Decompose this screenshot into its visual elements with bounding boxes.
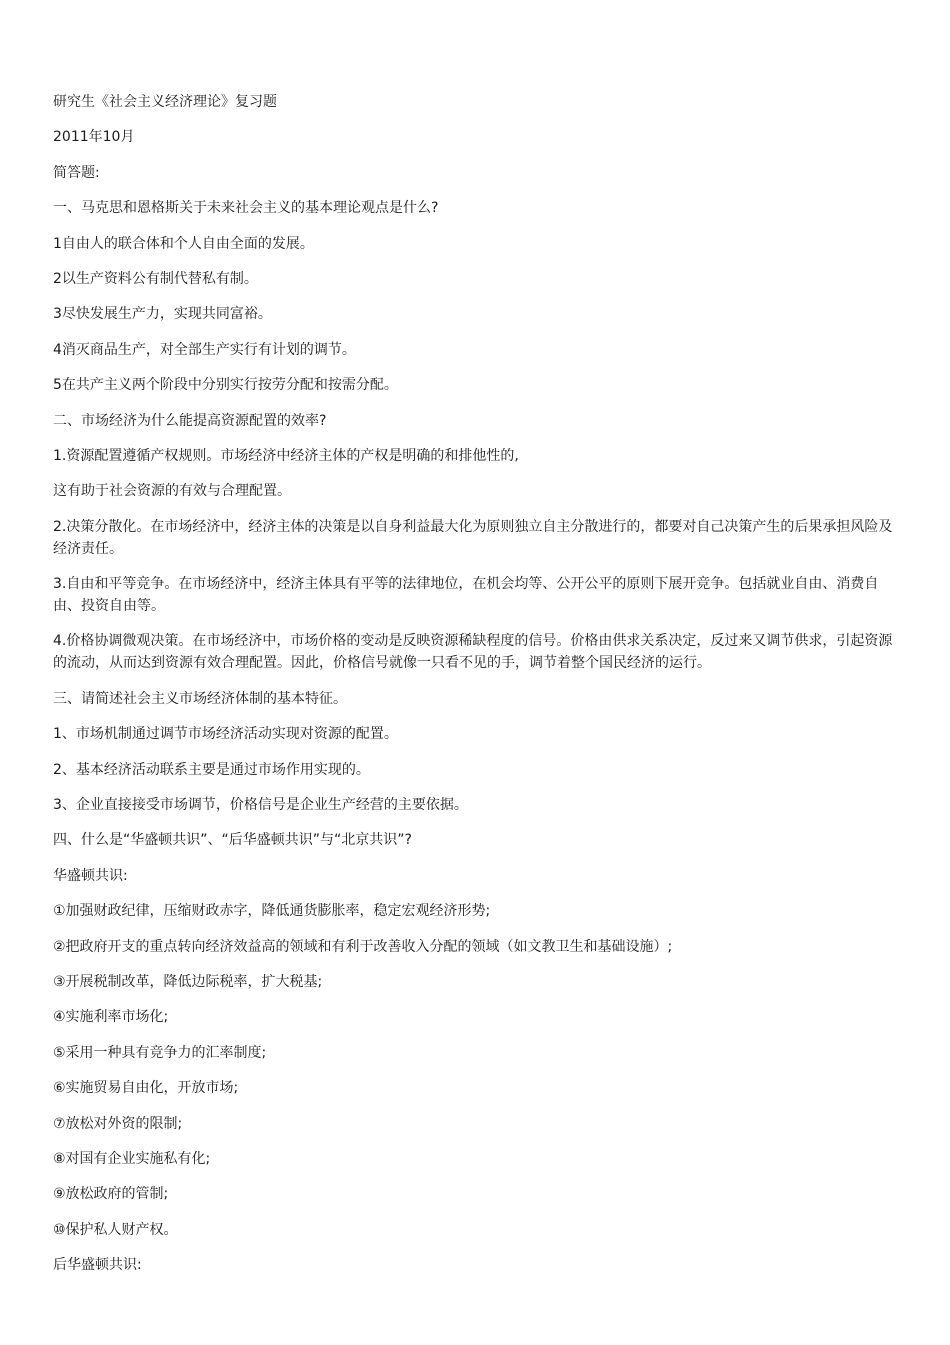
answer-item: 3尽快发展生产力，实现共同富裕。 [53,306,272,323]
answer-item: ②把政府开支的重点转向经济效益高的领域和有利于改善收入分配的领域（如文教卫生和基础设施）; [53,938,673,955]
answer-item: 3.自由和平等竞争。在市场经济中，经济主体具有平等的法律地位，在机会均等、公开公平的原则下展开竞争。包括就业自由、消费自由、投资自由等。 [53,576,879,615]
question-heading: 三、请简述社会主义市场经济体制的基本特征。 [53,690,347,707]
answer-item: ⑦放松对外资的限制; [53,1115,183,1132]
answer-item: ④实施利率市场化; [53,1009,169,1026]
answer-item: ⑥实施贸易自由化，开放市场; [53,1080,239,1097]
answer-item: 3、企业直接接受市场调节，价格信号是企业生产经营的主要依据。 [53,797,468,814]
answer-item: ⑤采用一种具有竞争力的汇率制度; [53,1044,267,1061]
answer-item: ③开展税制改革，降低边际税率，扩大税基; [53,973,323,990]
answer-item: 5在共产主义两个阶段中分别实行按劳分配和按需分配。 [53,377,398,394]
answer-item: ⑨放松政府的管制; [53,1186,169,1203]
question-heading: 一、马克思和恩格斯关于未来社会主义的基本理论观点是什么? [53,200,439,217]
question-heading: 二、市场经济为什么能提高资源配置的效率? [53,412,327,429]
question-heading: 四、什么是“华盛顿共识”、“后华盛顿共识”与“北京共识”? [53,832,412,849]
answer-item: 2.决策分散化。在市场经济中，经济主体的决策是以自身利益最大化为原则独立自主分散进行的，都要对自己决策产生的后果承担风险及经济责任。 [53,518,893,557]
answer-item: 1.资源配置遵循产权规则。市场经济中经济主体的产权是明确的和排他性的, [53,447,519,464]
section-label: 简答题: [53,164,100,181]
answer-item: 2以生产资料公有制代替私有制。 [53,270,258,287]
answer-item: 1、市场机制通过调节市场经济活动实现对资源的配置。 [53,726,398,743]
answer-item: 4消灭商品生产，对全部生产实行有计划的调节。 [53,341,356,358]
answer-item: 2、基本经济活动联系主要是通过市场作用实现的。 [53,761,370,778]
answer-item: ⑩保护私人财产权。 [53,1221,178,1238]
answer-item: ①加强财政纪律，压缩财政赤字，降低通货膨胀率，稳定宏观经济形势; [53,903,491,920]
sub-heading: 华盛顿共识: [53,867,128,884]
document-date: 2011年10月 [53,129,135,146]
sub-heading: 后华盛顿共识: [53,1257,142,1274]
document-title: 研究生《社会主义经济理论》复习题 [53,94,277,110]
answer-item: 4.价格协调微观决策。在市场经济中，市场价格的变动是反映资源稀缺程度的信号。价格由供求关系决定，反过来又调节供求，引起资源的流动，从而达到资源有效合理配置。因此，价格信号就像一只看不见的手，调节着整个国民经济的运行。 [53,633,893,672]
answer-item: 这有助于社会资源的有效与合理配置。 [53,483,291,500]
document-body [53,91,903,1290]
answer-item: ⑧对国有企业实施私有化; [53,1150,211,1167]
answer-item: 1自由人的联合体和个人自由全面的发展。 [53,235,314,252]
